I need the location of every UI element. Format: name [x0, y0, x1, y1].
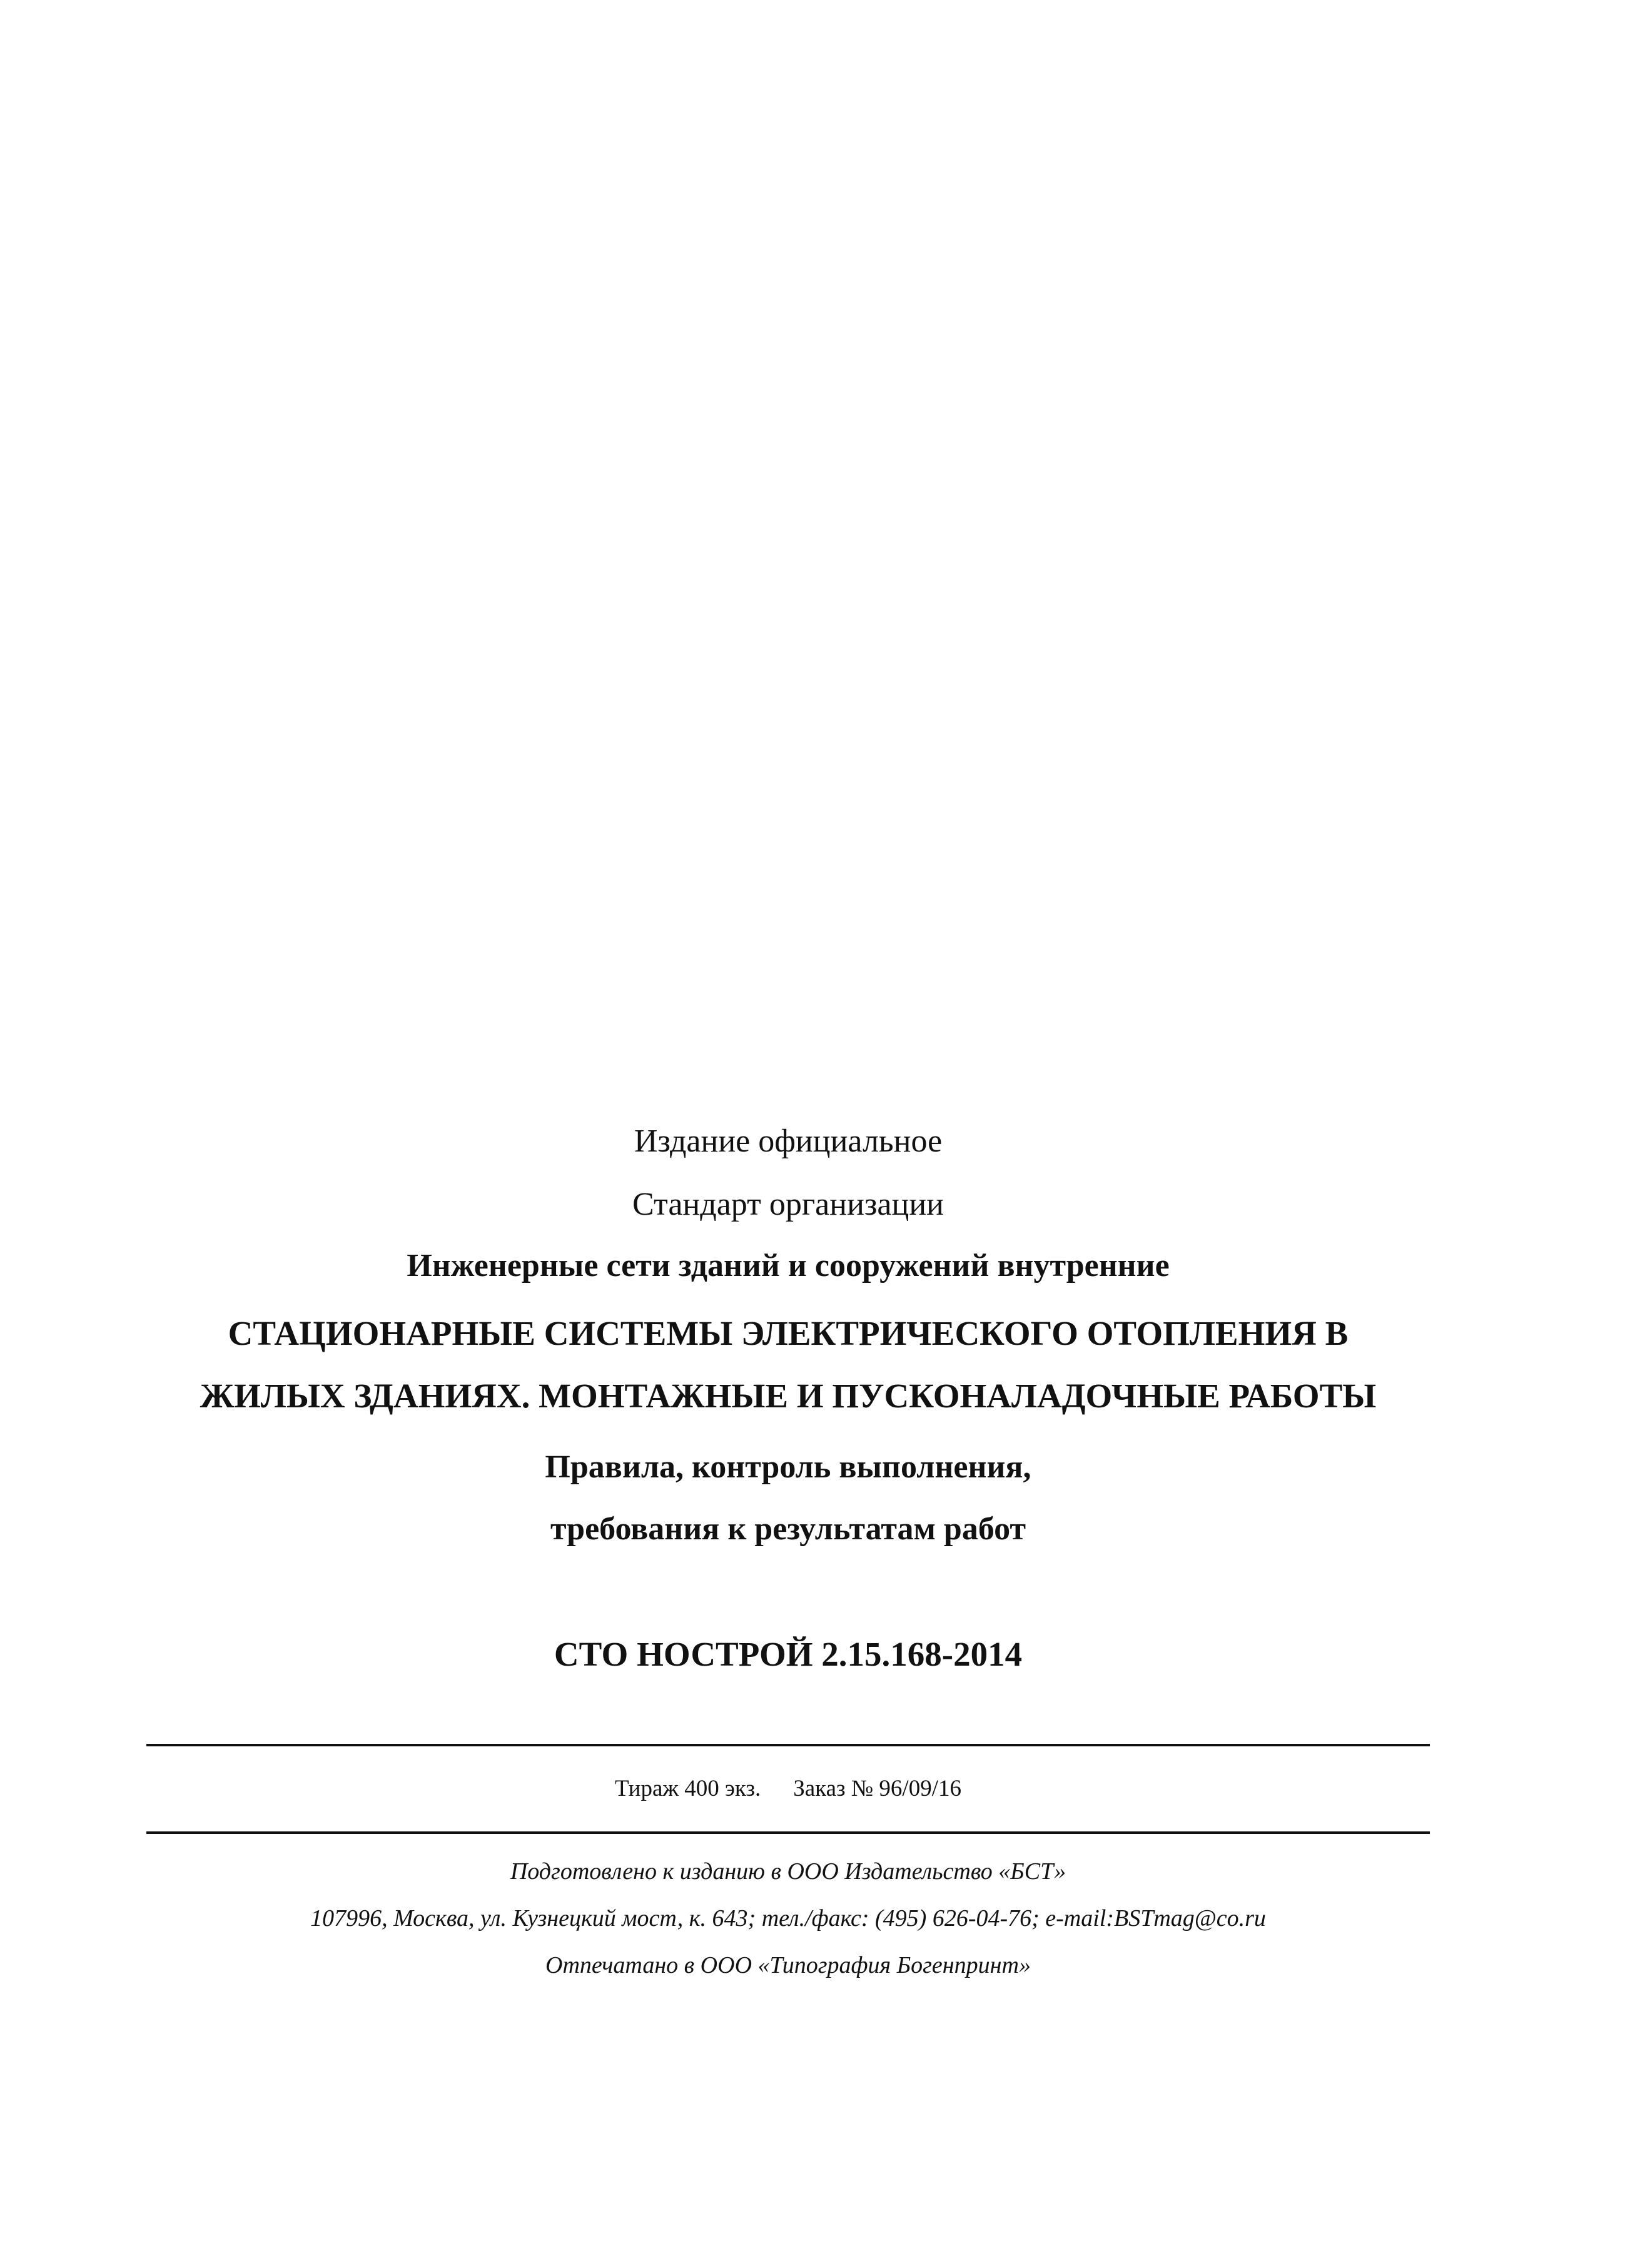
document-subtitle-line-1: Правила, контроль выполнения, [545, 1449, 1031, 1485]
circulation: Тираж 400 экз. [615, 1776, 761, 1801]
document-title-line-1: СТАЦИОНАРНЫЕ СИСТЕМЫ ЭЛЕКТРИЧЕСКОГО ОТОПЛЕНИЯ В [228, 1314, 1349, 1352]
order-number: Заказ № 96/09/16 [793, 1776, 961, 1801]
document-type: Стандарт организации [632, 1187, 944, 1222]
document-title-line-2: ЖИЛЫХ ЗДАНИЯХ. МОНТАЖНЫЕ И ПУСКОНАЛАДОЧНЫЕ РАБОТЫ [200, 1377, 1377, 1415]
bottom-divider [146, 1831, 1430, 1834]
standard-code: СТО НОСТРОЙ 2.15.168-2014 [554, 1635, 1023, 1673]
publisher-prepared-by: Подготовлено к изданию в ООО Издательство «БСТ» [510, 1858, 1066, 1885]
edition-label: Издание официальное [634, 1123, 943, 1159]
document-subject: Инженерные сети зданий и сооружений внутренние [407, 1248, 1170, 1283]
print-info [0, 1775, 1576, 1802]
publisher-printed-by: Отпечатано в ООО «Типография Богенпринт» [545, 1952, 1031, 1978]
top-divider [146, 1744, 1430, 1746]
publisher-address-contacts: 107996, Москва, ул. Кузнецкий мост, к. 643; тел./факс: (495) 626-04-76; e-mail:BSTmag@co.ru [310, 1905, 1266, 1931]
document-subtitle-line-2: требования к результатам работ [550, 1511, 1026, 1547]
